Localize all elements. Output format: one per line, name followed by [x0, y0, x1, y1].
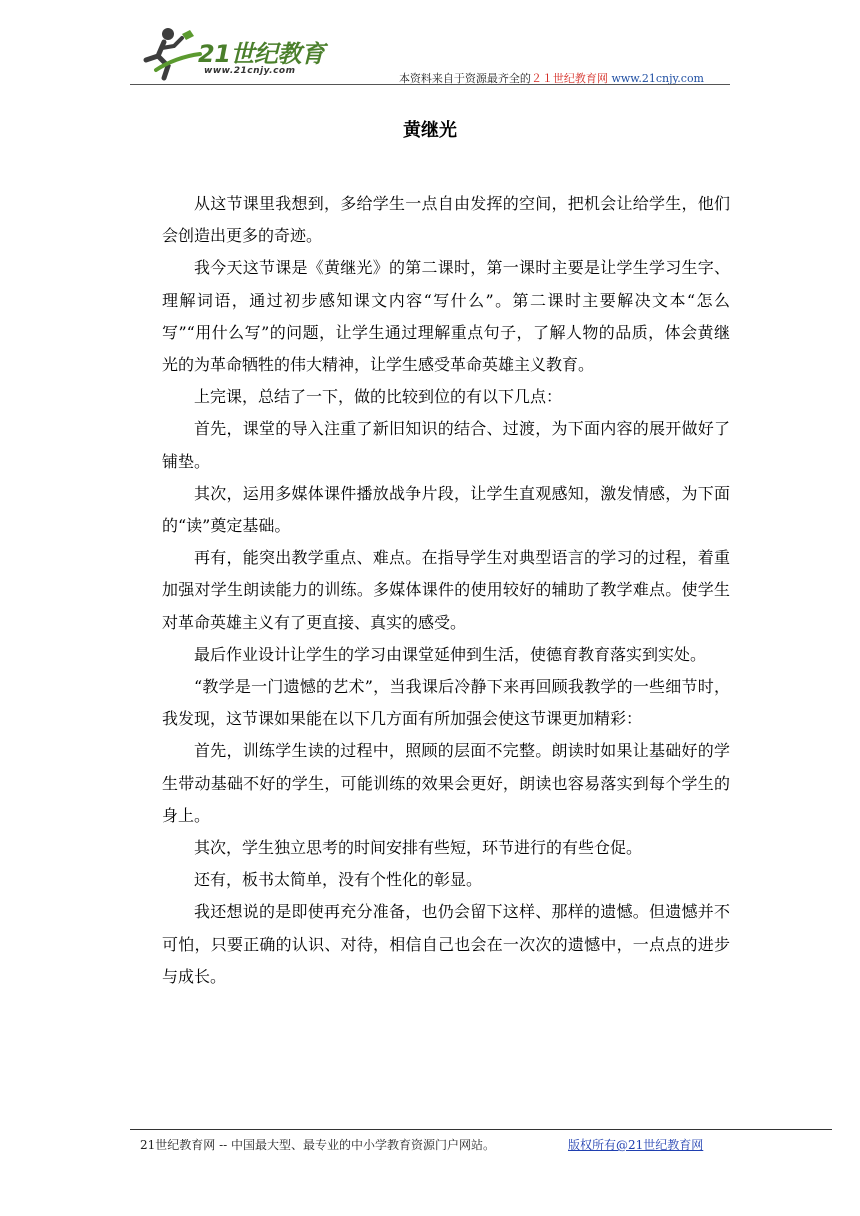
header-note-url[interactable]: www.21cnjy.com	[611, 72, 704, 85]
paragraph: 我还想说的是即使再充分准备，也仍会留下这样、那样的遗憾。但遗憾并不可怕，只要正确的认识、对待，相信自己也会在一次次的遗憾中，一点点的进步与成长。	[162, 902, 730, 986]
paragraph: 还有，板书太简单，没有个性化的彰显。	[194, 870, 483, 890]
page-header	[130, 26, 730, 86]
paragraph: 首先，训练学生读的过程中，照顾的层面不完整。朗读时如果让基础好的学生带动基础不好的学生，可能训练的效果会更好，朗读也容易落实到每个学生的身上。	[162, 741, 730, 825]
paragraph: 从这节课里我想到，多给学生一点自由发挥的空间，把机会让给学生，他们会创造出更多的奇迹。	[162, 194, 730, 246]
header-note-prefix: 本资料来自于资源最齐全的	[398, 72, 531, 85]
paragraph: “教学是一门遗憾的艺术”，当我课后冷静下来再回顾我教学的一些细节时，我发现，这节课如果能在以下几方面有所加强会使这节课更加精彩：	[162, 677, 730, 729]
paragraph: 其次，运用多媒体课件播放战争片段，让学生直观感知，激发情感，为下面的“读”奠定基础。	[162, 483, 730, 536]
site-logo[interactable]	[138, 26, 338, 82]
paragraph: 其次，学生独立思考的时间安排有些短，环节进行的有些仓促。	[194, 838, 643, 858]
paragraph: 最后作业设计让学生的学习由课堂延伸到生活，使德育教育落实到实处。	[194, 644, 707, 664]
logo-url: www.21cnjy.com	[204, 66, 296, 76]
paragraph: 再有，能突出教学重点、难点。在指导学生对典型语言的学习的过程，着重加强对学生朗读能力的训练。多媒体课件的使用较好的辅助了教学难点。使学生对革命英雄主义有了更直接、真实的感受。	[162, 548, 730, 632]
paragraph: 首先，课堂的导入注重了新旧知识的结合、过渡，为下面内容的展开做好了铺垫。	[162, 419, 730, 471]
document-title: 黄继光	[403, 120, 457, 141]
runner-figure-icon	[138, 26, 202, 82]
footer-divider	[130, 1129, 832, 1130]
header-note-site: ２１世纪教育网	[530, 72, 608, 85]
document-body	[162, 188, 730, 993]
footer-copyright-link[interactable]: 版权所有@21世纪教育网	[568, 1138, 704, 1152]
header-divider	[130, 84, 730, 85]
paragraph: 上完课，总结了一下，做的比较到位的有以下几点：	[194, 387, 563, 407]
logo-text: 21世纪教育	[198, 40, 325, 68]
footer-text: 21世纪教育网 -- 中国最大型、最专业的中小学教育资源门户网站。	[140, 1138, 496, 1152]
page-footer	[140, 1136, 704, 1153]
paragraph: 我今天这节课是《黄继光》的第二课时，第一课时主要是让学生学习生字、理解词语，通过初步感知课文内容“写什么”。第二课时主要解决文本“怎么写”“用什么写”的问题，让学生通过理解重点句子，了解人物的品质，体会黄继光的为革命牺牲的伟大精神，让学生感受革命英雄主义教育。	[162, 258, 730, 375]
